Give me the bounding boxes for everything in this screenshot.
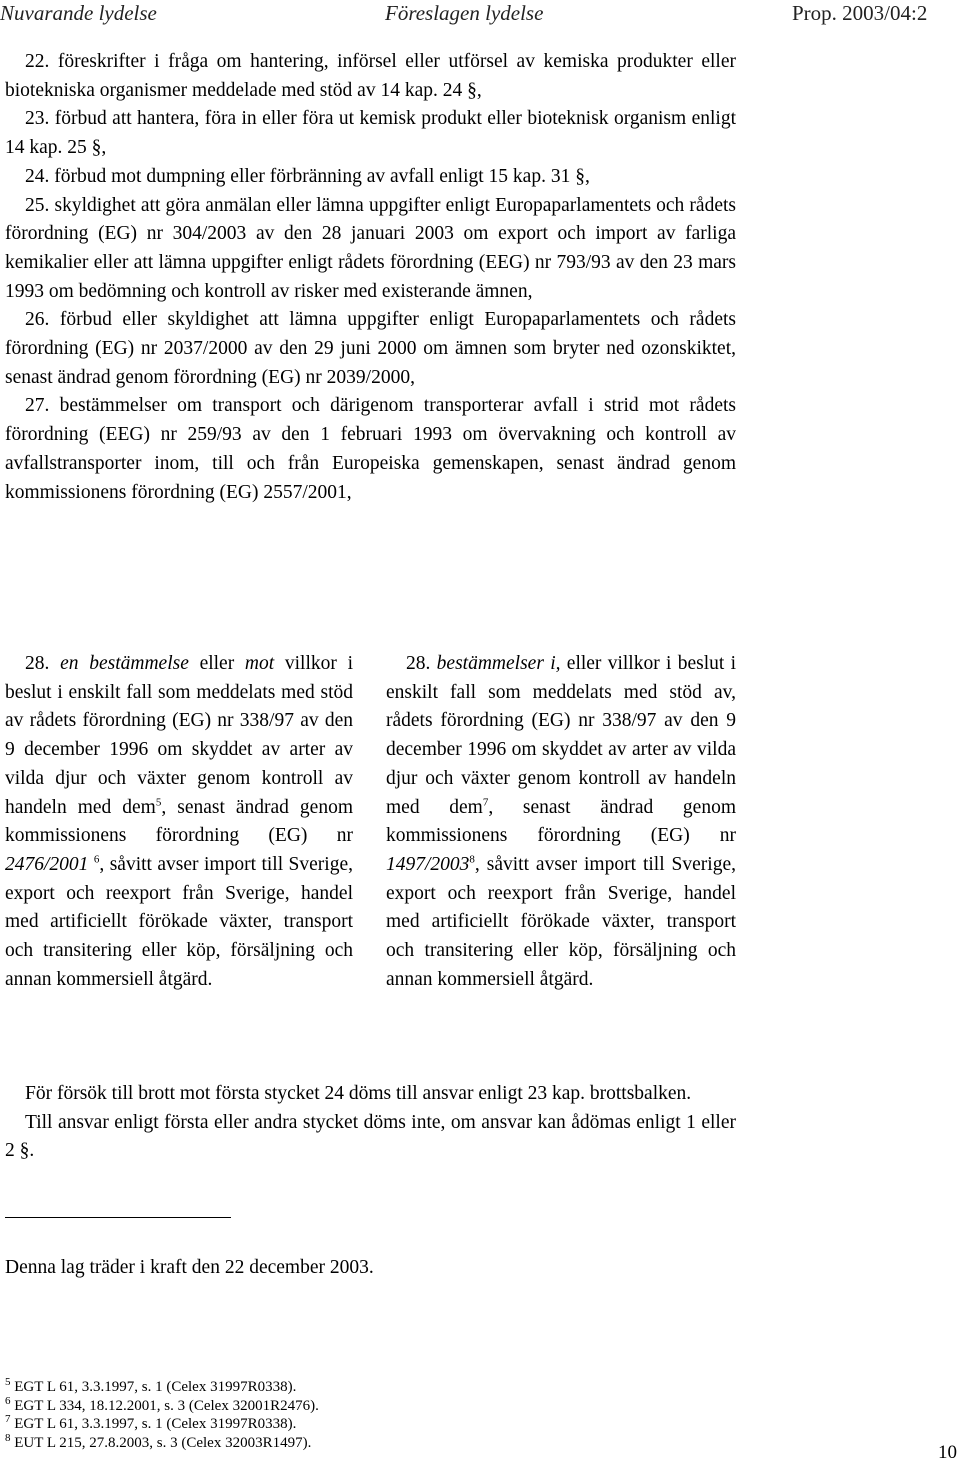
footnote-ref-7[interactable]: 7 — [482, 796, 489, 809]
closing-paragraphs — [5, 1080, 736, 1166]
footnote-5: $^5$ EGT L 61, 3.3.1997, s. 1 (Celex 31997R0338). — [5, 1376, 297, 1395]
current-wording-column — [5, 650, 353, 994]
footnote-6: $^6$ EGT L 334, 18.12.2001, s. 3 (Celex 32001R2476). — [5, 1394, 319, 1414]
footnote-7: $^7$ EGT L 61, 3.3.1997, s. 1 (Celex 31997R0338). — [5, 1413, 297, 1433]
item-23: 23. förbud att hantera, föra in eller föra ut kemisk produkt eller bioteknisk organism enligt 14 kap. 25 §, — [5, 108, 736, 159]
page-number: 10 — [938, 1442, 957, 1463]
footnote-ref-8[interactable]: 8 — [469, 853, 475, 866]
full-width-items — [5, 48, 736, 507]
proposed-wording-column — [386, 650, 736, 994]
attempt-paragraph: För försök till brott mot första stycket 24 döms till ansvar enligt 23 kap. brottsbalken. — [25, 1083, 692, 1104]
header-proposed-version: Föreslagen lydelse — [385, 1, 544, 25]
footnotes — [5, 1378, 319, 1452]
item-28-proposed: 28. bestämmelser i, eller villkor i beslut i enskilt fall som meddelats med stöd av, rådets förordning (EG) nr 338/97 av den 9 december 1996 om skyddet av arter av vilda djur och växter genom kontroll av handeln med dem$^7$, senast ändrad genom kommissionens förordning (EG) nr 1497/2003$^8$, såvitt avser import till Sverige, export och reexport från Sverige, handel med artificiellt förökade växter, transport och transitering eller köp, försäljning och annan kommersiell åtgärd. — [386, 653, 737, 990]
liability-paragraph: Till ansvar enligt första eller andra stycket döms inte, om ansvar kan ådömas enligt 1 eller 2 §. — [5, 1111, 736, 1162]
item-25: 25. skyldighet att göra anmälan eller lämna uppgifter enligt Europaparlamentets och rådets förordning (EG) nr 304/2003 av den 28 januari 2003 om export och import av farliga kemikalier eller att lämna uppgifter enligt rådets förordning (EEG) nr 793/93 av den 23 mars 1993 om bedömning och kontroll av risker med existerande ämnen, — [5, 194, 736, 302]
item-26: 26. förbud eller skyldighet att lämna uppgifter enligt Europaparlamentets och rådets förordning (EG) nr 2037/2000 av den 29 juni 2000 om ämnen som bryter ned ozonskiktet, senast ändrad genom förordning (EG) nr 2039/2000, — [5, 309, 736, 388]
item-28-current: 28. en bestämmelse eller mot villkor i beslut i enskilt fall som meddelats med stöd av rådets förordning (EG) nr 338/97 av den 9 december 1996 om skyddet av arter av vilda djur och växter genom kontroll av handeln med dem$^5$, senast ändrad genom kommissionens förordning (EG) nr 2476/2001 $^6$, såvitt avser import till Sverige, export och reexport från Sverige, handel med artificiellt förökade växter, transport och transitering eller köp, försäljning och annan kommersiell åtgärd. — [5, 653, 354, 990]
item-22: 22. föreskrifter i fråga om hantering, införsel eller utförsel av kemiska produkter eller biotekniska organismer meddelade med stöd av 14 kap. 24 §, — [5, 51, 736, 101]
footnote-ref-6[interactable]: 6 — [93, 853, 100, 866]
item-24: 24. förbud mot dumpning eller förbränning av avfall enligt 15 kap. 31 §, — [25, 165, 590, 187]
entry-into-force: Denna lag träder i kraft den 22 december 2003. — [5, 1257, 374, 1278]
footnote-8: $^8$ EUT L 215, 27.8.2003, s. 3 (Celex 32003R1497). — [5, 1431, 312, 1451]
separator-line — [5, 1217, 231, 1218]
header-prop-reference: Prop. 2003/04:2 — [792, 1, 928, 25]
header-current-version: Nuvarande lydelse — [0, 1, 157, 25]
item-27: 27. bestämmelser om transport och därigenom transporterar avfall i strid mot rådets förordning (EEG) nr 259/93 av den 1 februari 1993 om övervakning och kontroll av avfallstransporter inom, till och från Europeiska gemenskapen, senast ändrad genom kommissionens förordning (EG) 2557/2001, — [5, 395, 736, 503]
footnote-ref-5[interactable]: 5 — [155, 796, 162, 809]
